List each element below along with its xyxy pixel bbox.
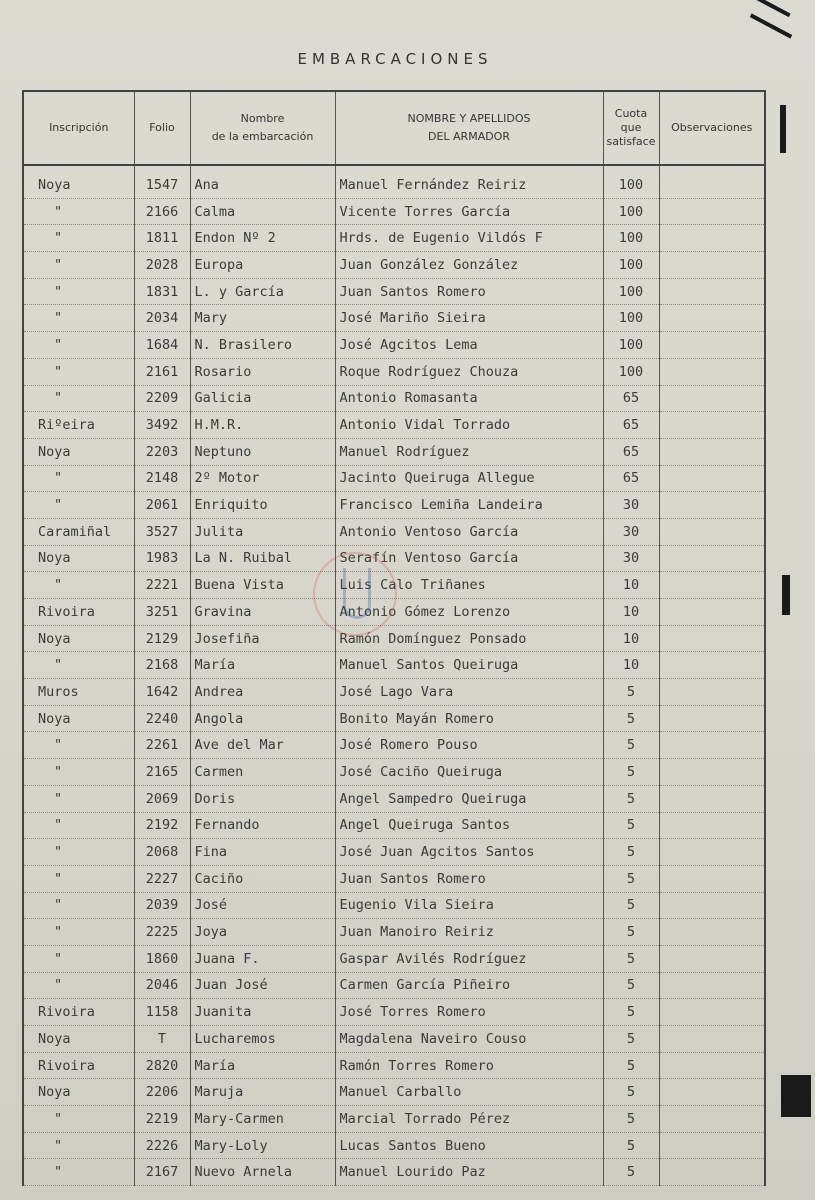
cell-observaciones — [659, 165, 765, 198]
cell-observaciones — [659, 705, 765, 732]
table-row — [23, 278, 765, 305]
cell-folio: 2148 — [134, 465, 190, 492]
cell-inscripcion: Noya — [23, 1026, 134, 1053]
cell-nombre: Galicia — [190, 385, 335, 412]
cell-cuota: 65 — [603, 438, 659, 465]
cell-observaciones — [659, 518, 765, 545]
cell-observaciones — [659, 732, 765, 759]
cell-armador: Angel Queiruga Santos — [335, 812, 603, 839]
cell-armador: Bonito Mayán Romero — [335, 705, 603, 732]
cell-folio: 2165 — [134, 759, 190, 786]
cell-folio: 1158 — [134, 999, 190, 1026]
cell-armador: Roque Rodríguez Chouza — [335, 358, 603, 385]
cell-cuota: 10 — [603, 625, 659, 652]
cell-inscripcion: Riºeira — [23, 412, 134, 439]
table-row — [23, 492, 765, 519]
cell-cuota: 100 — [603, 165, 659, 198]
table-row — [23, 865, 765, 892]
cell-inscripcion: " — [23, 572, 134, 599]
table-row — [23, 892, 765, 919]
cell-armador: Ramón Domínguez Ponsado — [335, 625, 603, 652]
cell-armador: Vicente Torres García — [335, 198, 603, 225]
cell-observaciones — [659, 305, 765, 332]
cell-armador: José Agcitos Lema — [335, 332, 603, 359]
cell-folio: 2227 — [134, 865, 190, 892]
cell-armador: Antonio Vidal Torrado — [335, 412, 603, 439]
cell-inscripcion: " — [23, 785, 134, 812]
cell-observaciones — [659, 1132, 765, 1159]
cell-armador: Jacinto Queiruga Allegue — [335, 465, 603, 492]
table-row — [23, 305, 765, 332]
cell-cuota: 100 — [603, 358, 659, 385]
cell-nombre: Josefiña — [190, 625, 335, 652]
cell-observaciones — [659, 358, 765, 385]
cell-folio: 2240 — [134, 705, 190, 732]
cell-cuota: 5 — [603, 785, 659, 812]
table-row — [23, 225, 765, 252]
cell-observaciones — [659, 999, 765, 1026]
cell-armador: José Torres Romero — [335, 999, 603, 1026]
cell-inscripcion: " — [23, 305, 134, 332]
cell-armador: Manuel Rodríguez — [335, 438, 603, 465]
table-row — [23, 785, 765, 812]
cell-folio: 1642 — [134, 679, 190, 706]
cell-armador: José Lago Vara — [335, 679, 603, 706]
cell-inscripcion: Noya — [23, 165, 134, 198]
cell-observaciones — [659, 839, 765, 866]
table-row — [23, 812, 765, 839]
cell-folio: 1684 — [134, 332, 190, 359]
cell-cuota: 30 — [603, 492, 659, 519]
table-row — [23, 1079, 765, 1106]
cell-inscripcion: " — [23, 1159, 134, 1186]
cell-observaciones — [659, 465, 765, 492]
table-row — [23, 385, 765, 412]
cell-inscripcion: Caramiñal — [23, 518, 134, 545]
table-row — [23, 518, 765, 545]
cell-observaciones — [659, 812, 765, 839]
cell-inscripcion: " — [23, 759, 134, 786]
cell-folio: 2034 — [134, 305, 190, 332]
cell-armador: Angel Sampedro Queiruga — [335, 785, 603, 812]
cell-inscripcion: Rivoira — [23, 1052, 134, 1079]
cell-inscripcion: Noya — [23, 438, 134, 465]
cell-armador: Antonio Ventoso García — [335, 518, 603, 545]
cell-observaciones — [659, 412, 765, 439]
table-row — [23, 1106, 765, 1133]
cell-nombre: Juana F. — [190, 945, 335, 972]
cell-folio: 2226 — [134, 1132, 190, 1159]
cell-armador: Marcial Torrado Pérez — [335, 1106, 603, 1133]
cell-cuota: 5 — [603, 812, 659, 839]
cell-nombre: Carmen — [190, 759, 335, 786]
cell-nombre: La N. Ruibal — [190, 545, 335, 572]
cell-nombre: Endon Nº 2 — [190, 225, 335, 252]
cell-folio: 2028 — [134, 252, 190, 279]
cell-observaciones — [659, 438, 765, 465]
cell-armador: Hrds. de Eugenio Vildós F — [335, 225, 603, 252]
table-row — [23, 945, 765, 972]
cell-cuota: 5 — [603, 759, 659, 786]
cell-folio: 2206 — [134, 1079, 190, 1106]
cell-observaciones — [659, 919, 765, 946]
cell-cuota: 5 — [603, 999, 659, 1026]
cell-observaciones — [659, 679, 765, 706]
cell-folio: 1983 — [134, 545, 190, 572]
cell-nombre: Buena Vista — [190, 572, 335, 599]
cell-folio: 3492 — [134, 412, 190, 439]
cell-armador: Juan González González — [335, 252, 603, 279]
header-cuota: Cuota que satisface — [603, 91, 659, 165]
cell-inscripcion: " — [23, 972, 134, 999]
cell-armador: Manuel Fernández Reiriz — [335, 165, 603, 198]
cell-cuota: 10 — [603, 652, 659, 679]
cell-nombre: María — [190, 1052, 335, 1079]
vessels-table — [22, 90, 766, 1186]
cell-cuota: 5 — [603, 892, 659, 919]
cell-observaciones — [659, 572, 765, 599]
table-row — [23, 465, 765, 492]
header-inscripcion: Inscripción — [23, 91, 134, 165]
cell-folio: 2039 — [134, 892, 190, 919]
table-row — [23, 252, 765, 279]
cell-folio: 2166 — [134, 198, 190, 225]
cell-folio: 2225 — [134, 919, 190, 946]
cell-cuota: 5 — [603, 732, 659, 759]
cell-observaciones — [659, 1052, 765, 1079]
cell-inscripcion: Noya — [23, 1079, 134, 1106]
cell-cuota: 5 — [603, 919, 659, 946]
table-row — [23, 919, 765, 946]
cell-folio: 2168 — [134, 652, 190, 679]
cell-nombre: Rosario — [190, 358, 335, 385]
binding-mark — [750, 13, 792, 38]
cell-nombre: María — [190, 652, 335, 679]
cell-cuota: 5 — [603, 1079, 659, 1106]
cell-observaciones — [659, 385, 765, 412]
cell-cuota: 100 — [603, 332, 659, 359]
cell-inscripcion: " — [23, 732, 134, 759]
cell-inscripcion: " — [23, 278, 134, 305]
cell-inscripcion: " — [23, 839, 134, 866]
cell-observaciones — [659, 545, 765, 572]
cell-nombre: Europa — [190, 252, 335, 279]
cell-nombre: Neptuno — [190, 438, 335, 465]
cell-armador: Juan Santos Romero — [335, 865, 603, 892]
cell-nombre: Mary — [190, 305, 335, 332]
cell-observaciones — [659, 332, 765, 359]
cell-nombre: Fernando — [190, 812, 335, 839]
binding-mark — [780, 105, 786, 153]
header-observaciones: Observaciones — [659, 91, 765, 165]
table-row — [23, 679, 765, 706]
cell-armador: Magdalena Naveiro Couso — [335, 1026, 603, 1053]
cell-inscripcion: " — [23, 332, 134, 359]
cell-observaciones — [659, 1106, 765, 1133]
cell-observaciones — [659, 1026, 765, 1053]
cell-inscripcion: " — [23, 252, 134, 279]
cell-folio: 2129 — [134, 625, 190, 652]
cell-nombre: Enriquito — [190, 492, 335, 519]
cell-folio: T — [134, 1026, 190, 1053]
cell-inscripcion: Muros — [23, 679, 134, 706]
table-row — [23, 332, 765, 359]
cell-observaciones — [659, 785, 765, 812]
cell-cuota: 5 — [603, 865, 659, 892]
cell-armador: Manuel Santos Queiruga — [335, 652, 603, 679]
cell-cuota: 5 — [603, 1106, 659, 1133]
cell-observaciones — [659, 865, 765, 892]
cell-inscripcion: Noya — [23, 545, 134, 572]
cell-observaciones — [659, 599, 765, 626]
cell-observaciones — [659, 198, 765, 225]
cell-folio: 2061 — [134, 492, 190, 519]
binding-mark — [753, 0, 790, 17]
cell-armador: Francisco Lemiña Landeira — [335, 492, 603, 519]
cell-cuota: 10 — [603, 572, 659, 599]
cell-cuota: 5 — [603, 1026, 659, 1053]
cell-inscripcion: " — [23, 812, 134, 839]
table-row — [23, 1159, 765, 1186]
cell-nombre: Fina — [190, 839, 335, 866]
cell-observaciones — [659, 1159, 765, 1186]
cell-armador: Gaspar Avilés Rodríguez — [335, 945, 603, 972]
cell-cuota: 10 — [603, 599, 659, 626]
table-row — [23, 705, 765, 732]
cell-observaciones — [659, 945, 765, 972]
cell-folio: 2069 — [134, 785, 190, 812]
cell-nombre: Ave del Mar — [190, 732, 335, 759]
cell-observaciones — [659, 892, 765, 919]
cell-nombre: Nuevo Arnela — [190, 1159, 335, 1186]
binding-mark — [782, 575, 790, 615]
cell-armador: José Juan Agcitos Santos — [335, 839, 603, 866]
table-row — [23, 1052, 765, 1079]
cell-armador: Ramón Torres Romero — [335, 1052, 603, 1079]
cell-folio: 3251 — [134, 599, 190, 626]
cell-armador: Serafín Ventoso García — [335, 545, 603, 572]
cell-folio: 2221 — [134, 572, 190, 599]
table-row — [23, 972, 765, 999]
cell-nombre: N. Brasilero — [190, 332, 335, 359]
cell-folio: 2192 — [134, 812, 190, 839]
cell-armador: Eugenio Vila Sieira — [335, 892, 603, 919]
anchor-stamp-logo — [313, 552, 397, 636]
binding-mark — [781, 1075, 811, 1117]
cell-folio: 2261 — [134, 732, 190, 759]
cell-observaciones — [659, 652, 765, 679]
cell-armador: Lucas Santos Bueno — [335, 1132, 603, 1159]
table-row — [23, 839, 765, 866]
page-title: EMBARCACIONES — [297, 50, 493, 68]
cell-armador: José Mariño Sieira — [335, 305, 603, 332]
cell-folio: 1831 — [134, 278, 190, 305]
cell-folio: 2167 — [134, 1159, 190, 1186]
cell-observaciones — [659, 492, 765, 519]
cell-cuota: 100 — [603, 305, 659, 332]
cell-inscripcion: " — [23, 225, 134, 252]
table-row — [23, 999, 765, 1026]
table-row — [23, 198, 765, 225]
cell-inscripcion: Rivoira — [23, 599, 134, 626]
table-row — [23, 1026, 765, 1053]
cell-folio: 2209 — [134, 385, 190, 412]
cell-armador: Carmen García Piñeiro — [335, 972, 603, 999]
cell-inscripcion: " — [23, 492, 134, 519]
cell-nombre: Andrea — [190, 679, 335, 706]
table-row — [23, 1132, 765, 1159]
table-row — [23, 545, 765, 572]
cell-cuota: 5 — [603, 1132, 659, 1159]
cell-inscripcion: Rivoira — [23, 999, 134, 1026]
table-header-row — [23, 91, 765, 165]
cell-cuota: 30 — [603, 518, 659, 545]
cell-folio: 2068 — [134, 839, 190, 866]
cell-nombre: Doris — [190, 785, 335, 812]
cell-inscripcion: " — [23, 892, 134, 919]
header-armador: NOMBRE Y APELLIDOS DEL ARMADOR — [335, 91, 603, 165]
cell-cuota: 5 — [603, 705, 659, 732]
cell-folio: 2203 — [134, 438, 190, 465]
cell-armador: Manuel Carballo — [335, 1079, 603, 1106]
cell-folio: 2046 — [134, 972, 190, 999]
cell-cuota: 100 — [603, 252, 659, 279]
cell-armador: Antonio Gómez Lorenzo — [335, 599, 603, 626]
cell-armador: José Romero Pouso — [335, 732, 603, 759]
cell-folio: 2820 — [134, 1052, 190, 1079]
cell-nombre: Mary-Carmen — [190, 1106, 335, 1133]
cell-cuota: 5 — [603, 945, 659, 972]
cell-inscripcion: " — [23, 1132, 134, 1159]
cell-inscripcion: " — [23, 198, 134, 225]
cell-folio: 2219 — [134, 1106, 190, 1133]
cell-armador: José Caciño Queiruga — [335, 759, 603, 786]
table-row — [23, 652, 765, 679]
cell-observaciones — [659, 759, 765, 786]
cell-cuota: 100 — [603, 278, 659, 305]
cell-armador: Manuel Lourido Paz — [335, 1159, 603, 1186]
cell-cuota: 5 — [603, 679, 659, 706]
cell-armador: Juan Manoiro Reiriz — [335, 919, 603, 946]
cell-cuota: 65 — [603, 465, 659, 492]
cell-inscripcion: " — [23, 652, 134, 679]
cell-nombre: L. y García — [190, 278, 335, 305]
cell-nombre: H.M.R. — [190, 412, 335, 439]
table-row — [23, 732, 765, 759]
table-row — [23, 412, 765, 439]
cell-nombre: Julita — [190, 518, 335, 545]
cell-armador: Juan Santos Romero — [335, 278, 603, 305]
cell-nombre: Juanita — [190, 999, 335, 1026]
header-folio: Folio — [134, 91, 190, 165]
cell-nombre: Calma — [190, 198, 335, 225]
cell-nombre: Mary-Loly — [190, 1132, 335, 1159]
cell-nombre: Angola — [190, 705, 335, 732]
cell-inscripcion: " — [23, 945, 134, 972]
cell-cuota: 5 — [603, 839, 659, 866]
cell-cuota: 65 — [603, 385, 659, 412]
cell-nombre: Caciño — [190, 865, 335, 892]
cell-nombre: Joya — [190, 919, 335, 946]
cell-inscripcion: " — [23, 1106, 134, 1133]
cell-folio: 3527 — [134, 518, 190, 545]
cell-observaciones — [659, 1079, 765, 1106]
header-nombre: Nombre de la embarcación — [190, 91, 335, 165]
cell-inscripcion: " — [23, 865, 134, 892]
cell-observaciones — [659, 278, 765, 305]
cell-armador: Luis Calo Triñanes — [335, 572, 603, 599]
cell-observaciones — [659, 252, 765, 279]
cell-inscripcion: " — [23, 465, 134, 492]
cell-observaciones — [659, 225, 765, 252]
cell-cuota: 100 — [603, 198, 659, 225]
cell-cuota: 5 — [603, 972, 659, 999]
cell-inscripcion: " — [23, 919, 134, 946]
table-row — [23, 759, 765, 786]
cell-inscripcion: " — [23, 385, 134, 412]
cell-armador: Antonio Romasanta — [335, 385, 603, 412]
cell-nombre: Gravina — [190, 599, 335, 626]
cell-folio: 1811 — [134, 225, 190, 252]
cell-nombre: Juan José — [190, 972, 335, 999]
cell-folio: 1860 — [134, 945, 190, 972]
table-row — [23, 165, 765, 198]
cell-folio: 1547 — [134, 165, 190, 198]
cell-inscripcion: Noya — [23, 625, 134, 652]
cell-inscripcion: " — [23, 358, 134, 385]
cell-nombre: Maruja — [190, 1079, 335, 1106]
cell-observaciones — [659, 625, 765, 652]
cell-nombre: José — [190, 892, 335, 919]
cell-nombre: Ana — [190, 165, 335, 198]
cell-cuota: 100 — [603, 225, 659, 252]
cell-inscripcion: Noya — [23, 705, 134, 732]
cell-nombre: Lucharemos — [190, 1026, 335, 1053]
table-row — [23, 625, 765, 652]
table-row — [23, 438, 765, 465]
cell-cuota: 5 — [603, 1052, 659, 1079]
cell-cuota: 65 — [603, 412, 659, 439]
cell-observaciones — [659, 972, 765, 999]
cell-cuota: 5 — [603, 1159, 659, 1186]
cell-cuota: 30 — [603, 545, 659, 572]
cell-folio: 2161 — [134, 358, 190, 385]
table-row — [23, 358, 765, 385]
cell-nombre: 2º Motor — [190, 465, 335, 492]
